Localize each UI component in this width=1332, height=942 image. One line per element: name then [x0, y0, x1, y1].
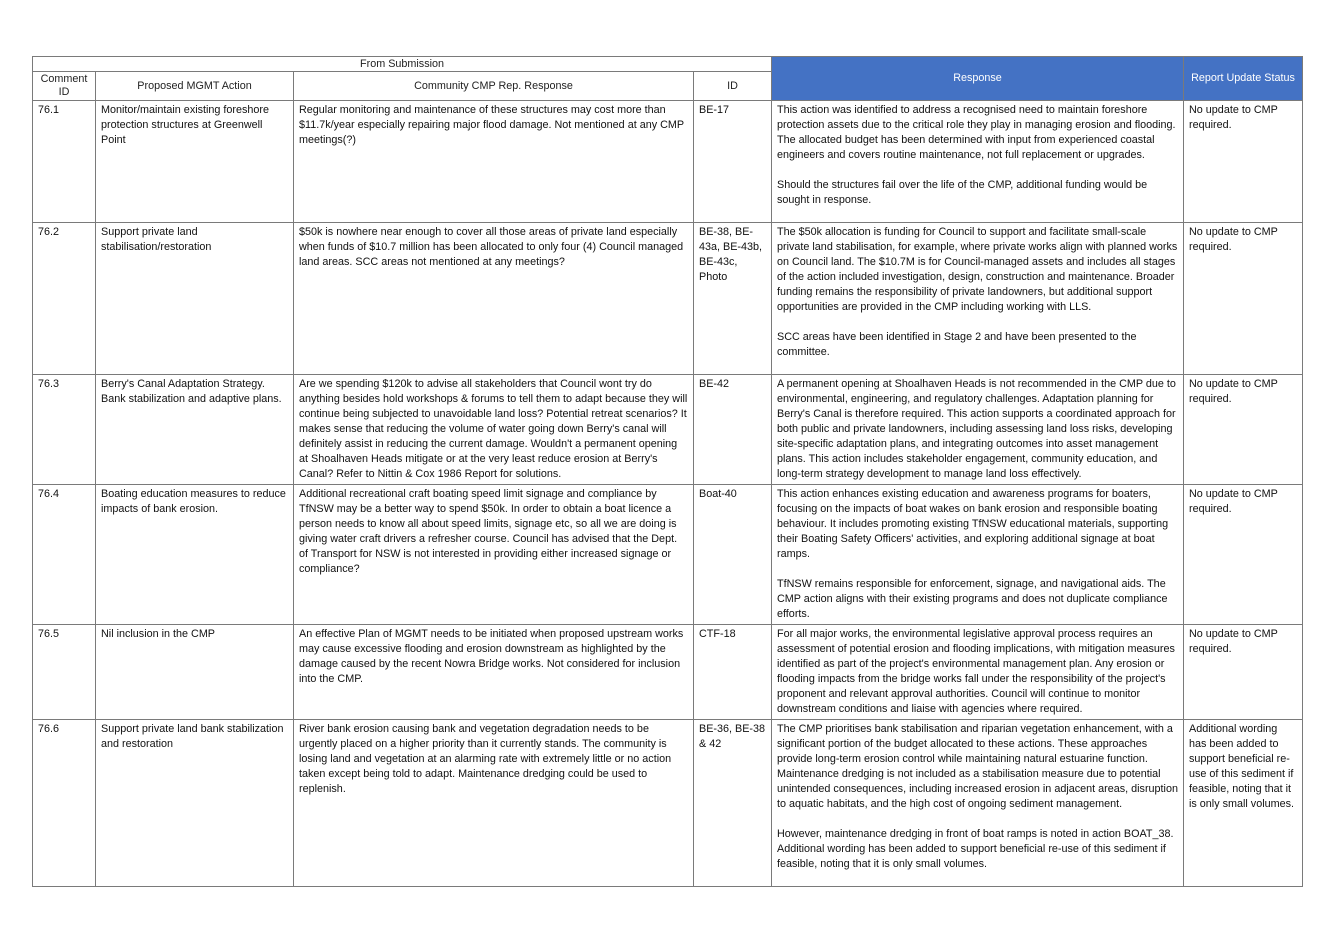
response-paragraph: The $50k allocation is funding for Council to support and facilitate small-scale private land stabilisation, for example, where private works align with planned works on Council land. The $10.7M is for Council-managed assets and includes all stages of the action included investigation, design, construction and maintenance. Broader funding remains the responsibility of private landowners, but additional support opportunities are provided in the CMP including working with LLS.: [777, 226, 1178, 313]
table-row: [33, 101, 1303, 223]
proposed-action-cell: Boating education measures to reduce impacts of bank erosion.: [96, 485, 294, 625]
status-cell: No update to CMP required.: [1184, 101, 1303, 223]
id-cell: BE-17: [694, 101, 772, 223]
comment-id-cell: 76.3: [33, 375, 96, 485]
id-cell: Boat-40: [694, 485, 772, 625]
proposed-action-cell: Support private land stabilisation/restoration: [96, 223, 294, 375]
response-paragraph: This action was identified to address a recognised need to maintain foreshore protection assets due to the critical role they play in managing erosion and flooding. The allocated budget has been determined with input from experienced coastal engineers and covers routine maintenance, not full replacement or upgrades.: [777, 104, 1176, 161]
from-submission-header: From Submission: [33, 57, 772, 72]
proposed-action-cell: Berry's Canal Adaptation Strategy. Bank stabilization and adaptive plans.: [96, 375, 294, 485]
comment-id-cell: 76.6: [33, 720, 96, 887]
response-paragraph: The CMP prioritises bank stabilisation and riparian vegetation enhancement, with a significant portion of the budget allocated to these actions. These approaches provide long-term erosion control while maintaining natural estuarine function. Maintenance dredging is not included as a stabilisation measure due to potential unintended consequences, including increased erosion in adjacent areas, disruption to aquatic habitats, and the high cost of ongoing sediment management.: [777, 723, 1178, 810]
proposed-action-cell: Support private land bank stabilization and restoration: [96, 720, 294, 887]
response-paragraph: SCC areas have been identified in Stage 2 and have been presented to the committee.: [777, 331, 1137, 358]
response-paragraph: This action enhances existing education and awareness programs for boaters, focusing on the impacts of boat wakes on bank erosion and responsible boating behaviour. It includes promoting existing TfNSW educational materials, supporting their Boating Safety Officers' activities, and exploring additional signage at boat ramps.: [777, 488, 1169, 560]
comment-id-header: Comment ID: [33, 72, 96, 101]
proposed-action-cell: Monitor/maintain existing foreshore protection structures at Greenwell Point: [96, 101, 294, 223]
response-paragraph: A permanent opening at Shoalhaven Heads is not recommended in the CMP due to environmental, engineering, and regulatory challenges. Adaptation planning for Berry's Canal is therefore required. This action supports a coordinated approach for both public and private landowners, including assessing land loss risks, developing site-specific adaptation plans, and integrating outcomes into asset management plans. This action includes stakeholder engagement, community education, and long-term strategy development to manage land loss effectively.: [777, 378, 1176, 480]
table-row: [33, 485, 1303, 625]
comment-id-cell: 76.4: [33, 485, 96, 625]
table-row: [33, 625, 1303, 720]
report-status-header: Report Update Status: [1184, 57, 1303, 101]
id-cell: BE-42: [694, 375, 772, 485]
response-cell: [772, 625, 1184, 720]
community-response-cell: Are we spending $120k to advise all stakeholders that Council wont try do anything besides hold workshops & forums to tell them to adapt because they will continue being subjected to unavoidable land loss? Potential retreat scenarios? It makes sense that reducing the volume of water going down Berry's canal will definitely assist in reducing the current damage. Wouldn't a permanent opening at Shoalhaven Heads mitigate or at the very least reduce erosion at Berry's Canal? Refer to Nittin & Cox 1986 Report for solutions.: [294, 375, 694, 485]
response-header: Response: [772, 57, 1184, 101]
proposed-action-header: Proposed MGMT Action: [96, 72, 294, 101]
response-cell: [772, 101, 1184, 223]
response-cell: [772, 485, 1184, 625]
status-cell: Additional wording has been added to support beneficial re-use of this sediment if feasible, noting that it is only small volumes.: [1184, 720, 1303, 887]
response-cell: [772, 720, 1184, 887]
id-cell: BE-36, BE-38 & 42: [694, 720, 772, 887]
proposed-action-cell: Nil inclusion in the CMP: [96, 625, 294, 720]
community-response-cell: $50k is nowhere near enough to cover all those areas of private land especially when funds of $10.7 million has been allocated to only four (4) Council managed land areas. SCC areas not mentioned at any meetings?: [294, 223, 694, 375]
response-paragraph: TfNSW remains responsible for enforcement, signage, and navigational aids. The CMP action aligns with their existing programs and does not duplicate compliance efforts.: [777, 578, 1168, 620]
comment-id-cell: 76.2: [33, 223, 96, 375]
response-paragraph: Should the structures fail over the life of the CMP, additional funding would be sought in response.: [777, 179, 1148, 206]
table-row: [33, 375, 1303, 485]
status-cell: No update to CMP required.: [1184, 485, 1303, 625]
status-cell: No update to CMP required.: [1184, 375, 1303, 485]
response-paragraph: However, maintenance dredging in front of boat ramps is noted in action BOAT_38. Additional wording has been added to support beneficial re-use of this sediment if feasible, noting that it is only small volumes.: [777, 828, 1174, 870]
status-cell: No update to CMP required.: [1184, 223, 1303, 375]
community-response-header: Community CMP Rep. Response: [294, 72, 694, 101]
community-response-cell: An effective Plan of MGMT needs to be initiated when proposed upstream works may cause excessive flooding and erosion downstream as highlighted by the damage caused by the recent Nowra Bridge works. Not considered for inclusion into the CMP.: [294, 625, 694, 720]
status-cell: No update to CMP required.: [1184, 625, 1303, 720]
community-response-cell: River bank erosion causing bank and vegetation degradation needs to be urgently placed on a higher priority than it currently stands. The community is losing land and vegetation at an alarming rate with extremely little or no action taken except being told to adapt. Maintenance dredging could be used to replenish.: [294, 720, 694, 887]
header-group-row: [33, 57, 1303, 72]
submission-response-table: [32, 56, 1303, 887]
community-response-cell: Additional recreational craft boating speed limit signage and compliance by TfNSW may be a better way to spend $50k. In order to obtain a boat licence a person needs to know all about speed limits, signage etc, so all we are doing is giving water craft drivers a refresher course. Council has advised that the Dept. of Transport for NSW is not interested in providing either increased signage or compliance?: [294, 485, 694, 625]
comment-id-cell: 76.1: [33, 101, 96, 223]
community-response-cell: Regular monitoring and maintenance of these structures may cost more than $11.7k/year especially repairing major flood damage. Not mentioned at any CMP meetings(?): [294, 101, 694, 223]
id-cell: BE-38, BE-43a, BE-43b, BE-43c, Photo: [694, 223, 772, 375]
comment-id-cell: 76.5: [33, 625, 96, 720]
response-cell: [772, 375, 1184, 485]
response-paragraph: For all major works, the environmental legislative approval process requires an assessment of potential erosion and flooding implications, with mitigation measures identified as part of the project's environmental management plan. Any erosion or flooding impacts from the bridge works fall under the responsibility of the project's proponent and relevant approval authorities. Council will continue to monitor downstream conditions and liaise with agencies where required.: [777, 628, 1175, 715]
table-row: [33, 223, 1303, 375]
id-header: ID: [694, 72, 772, 101]
id-cell: CTF-18: [694, 625, 772, 720]
response-cell: [772, 223, 1184, 375]
table-row: [33, 720, 1303, 887]
